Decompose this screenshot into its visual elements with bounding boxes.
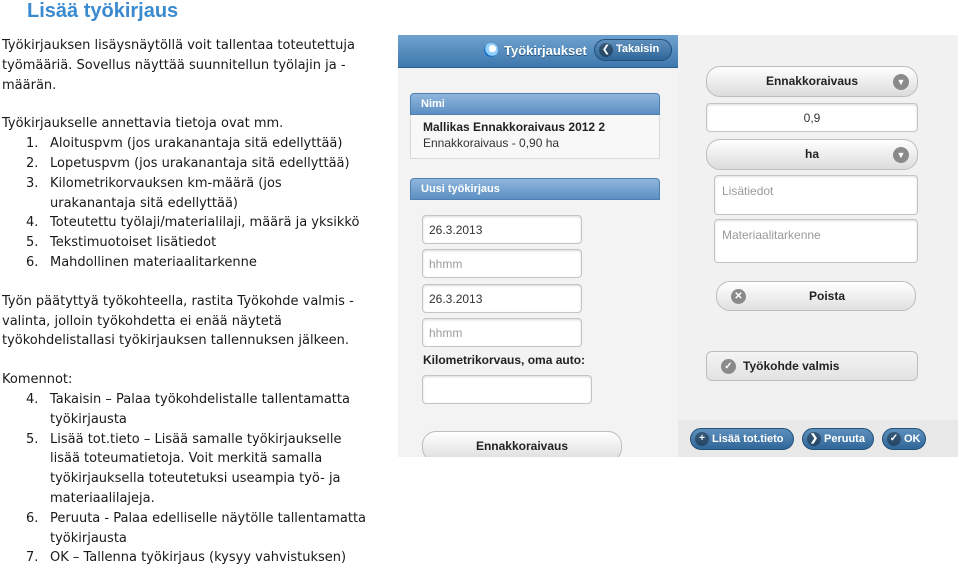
nimi-info <box>410 115 660 159</box>
list-item: 4. Toteutettu työlaji/materialilaji, määrä ja yksikkö <box>26 215 360 231</box>
commands-list <box>2 390 392 568</box>
start-date-input[interactable]: 26.3.2013 <box>422 215 582 244</box>
add-entry-label: Lisää tot.tieto <box>712 433 784 445</box>
app-header <box>398 35 678 68</box>
new-entry-section-header <box>410 178 660 200</box>
notes-textarea[interactable]: Lisätiedot <box>714 175 918 215</box>
unit-select[interactable]: ha ▼ <box>706 139 918 170</box>
ok-label: OK <box>904 433 921 445</box>
intro-line: määrän. <box>2 77 57 93</box>
worksite-done-label: Työkohde valmis <box>743 359 840 373</box>
work-type-select[interactable]: Ennakkoraivaus <box>422 431 622 457</box>
intro-line: Työkirjauksen lisäysnäytöllä voit tallentaa toteutettuja <box>2 38 355 53</box>
back-button-label: Takaisin <box>616 43 660 55</box>
list-item: 4. Takaisin – Palaa työkohdelistalle tallentamatta työkirjausta <box>26 391 350 427</box>
worksite-done-checkbox[interactable] <box>706 351 918 381</box>
list-item: 3. Kilometrikorvauksen km-määrä (jos urakanantaja sitä edellyttää) <box>26 175 282 211</box>
list-item: 7. OK – Tallenna työkirjaus (kysyy vahvistuksen) <box>26 550 347 566</box>
checkmark-icon: ✓ <box>887 432 901 446</box>
back-button[interactable] <box>594 39 672 61</box>
list-item: 2. Lopetuspvm (jos urakanantaja sitä edellyttää) <box>26 155 350 171</box>
app-logo-icon <box>484 43 498 57</box>
after-line: valinta, jolloin työkohdetta ei enää näytetä <box>2 313 282 329</box>
km-label: Kilometrikorvaus, oma auto: <box>423 353 586 367</box>
footer-toolbar <box>678 420 958 457</box>
chevron-down-icon: ▼ <box>893 74 909 90</box>
intro-line: työmääriä. Sovellus näyttää suunnitellun työlajin ja - <box>2 57 346 73</box>
document-body <box>2 36 392 568</box>
add-entry-button[interactable] <box>690 428 794 450</box>
delete-button-label: Poista <box>809 289 846 303</box>
close-icon: ✕ <box>731 289 746 304</box>
list-item: 1. Aloituspvm (jos urakanantaja sitä edellyttää) <box>26 136 343 152</box>
new-entry-label: Uusi työkirjaus <box>421 183 500 195</box>
work-type-select[interactable]: Ennakkoraivaus ▼ <box>706 66 918 97</box>
after-line: työkohdelistallasi työkirjauksen tallennuksen jälkeen. <box>2 333 350 349</box>
plus-icon: + <box>695 432 709 446</box>
arrow-left-icon: ❮ <box>599 43 613 57</box>
fields-intro: Työkirjaukselle annettavia tietoja ovat mm. <box>2 116 284 132</box>
nimi-label: Nimi <box>421 98 445 110</box>
start-time-input[interactable]: hhmm <box>422 249 582 278</box>
after-line: Työn päätyttyä työkohteella, rastita Työkohde valmis - <box>2 293 354 309</box>
list-item: 5. Lisää tot.tieto – Lisää samalle työkirjaukselle lisää toteumatietoja. Voit merkitä samalla työkirjauksella toteutetuksi useampia työ- ja materiaalilajeja. <box>26 431 342 506</box>
checkbox-icon: ✓ <box>721 359 736 374</box>
fields-list <box>2 134 392 273</box>
page-title: Lisää työkirjaus <box>27 0 179 22</box>
commands-title: Komennot: <box>2 372 73 388</box>
km-input[interactable] <box>422 375 592 404</box>
list-item: 6. Mahdollinen materiaalitarkenne <box>26 254 257 270</box>
quantity-input[interactable]: 0,9 <box>706 103 918 132</box>
delete-button[interactable] <box>716 281 916 311</box>
list-item: 6. Peruuta - Palaa edelliselle näytölle tallentamatta työkirjausta <box>26 510 367 546</box>
cancel-button[interactable] <box>802 428 874 450</box>
worksite-name: Mallikas Ennakkoraivaus 2012 2 <box>423 120 606 134</box>
cancel-label: Peruuta <box>824 433 865 445</box>
worksite-detail: Ennakkoraivaus - 0,90 ha <box>423 136 560 150</box>
list-item: 5. Tekstimuotoiset lisätiedot <box>26 235 217 251</box>
end-time-input[interactable]: hhmm <box>422 318 582 347</box>
chevron-down-icon: ▼ <box>893 147 909 163</box>
header-title: Työkirjaukset <box>504 43 587 58</box>
ok-button[interactable] <box>882 428 926 450</box>
material-textarea[interactable]: Materiaalitarkenne <box>714 219 918 263</box>
app-screenshot-bottom <box>678 35 958 457</box>
end-date-input[interactable]: 26.3.2013 <box>422 284 582 313</box>
nimi-section-header <box>410 93 660 115</box>
arrow-right-icon: ❯ <box>807 432 821 446</box>
app-screenshot-top <box>398 35 678 457</box>
